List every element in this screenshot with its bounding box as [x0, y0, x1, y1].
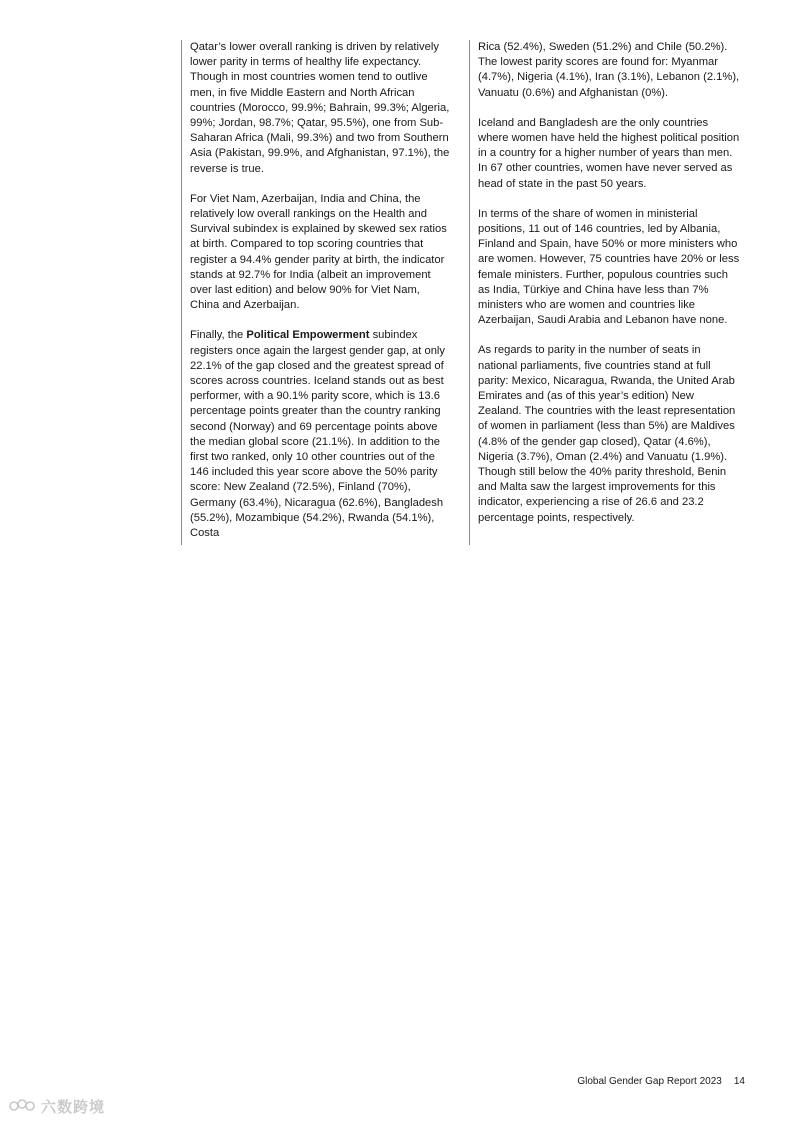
- left-text-column: [190, 40, 452, 556]
- page-number: 14: [733, 1076, 745, 1087]
- political-empowerment-body: subindex registers once again the largest gender gap, at only 22.1% of the gap closed and the greatest spread of scores across countries. Iceland stands out as best performer, with a 90.1% parity score, which is 13.6 percentage points greater than the country ranking second (Norway) and 69 percentage points above the median global score (21.1%). In addition to the first two ranked, only 10 other countries out of the 146 included this year score above the 50% parity score: New Zealand (72.5%), Finland (70%), Germany (63.4%), Nicaragua (62.6%), Bangladesh (55.2%), Mozambique (54.2%), Rwanda (54.1%), Costa: [190, 329, 445, 540]
- paragraph-parliament-seats: As regards to parity in the number of seats in national parliaments, five countries stand at full parity: Mexico, Nicaragua, Rwanda, the United Arab Emirates and (as of this year’s edition) New Zealand. The countries with the least representation of women in parliament (less than 5%) are Maldives (4.8% of the gender gap closed), Qatar (4.6%), Nigeria (3.7%), Oman (2.4%) and Vanuatu (1.9%). Though still below the 40% parity threshold, Benin and Malta saw the largest improvements for this indicator, experiencing a rise of 26.6 and 23.2 percentage points, respectively.: [478, 344, 736, 524]
- watermark-text: 六数跨境: [41, 1098, 106, 1116]
- watermark: [8, 1094, 105, 1118]
- paragraph-head-of-state: Iceland and Bangladesh are the only countries where women have held the highest political position in a country for a higher number of years than men. In 67 other countries, women have never served as head of state in the past 50 years.: [478, 116, 740, 190]
- political-empowerment-lead: Finally, the: [190, 329, 247, 342]
- right-text-column: [478, 40, 740, 541]
- left-column-rule: [181, 40, 182, 545]
- watermark-logo-icon: [8, 1097, 36, 1115]
- paragraph-healthy-life-expectancy: Qatar’s lower overall ranking is driven by relatively lower parity in terms of healthy life expectancy. Though in most countries women tend to outlive men, in five Middle Eastern and North African countries (Morocco, 99.9%; Bahrain, 99.3%; Algeria, 99%; Jordan, 98.7%; Qatar, 95.5%), one from Sub-Saharan Africa (Mali, 99.3%) and two from Southern Asia (Pakistan, 99.9%, and Afghanistan, 97.1%), the reverse is true.: [190, 41, 450, 175]
- center-column-rule: [469, 40, 470, 545]
- paragraph-political-empowerment: [190, 328, 452, 541]
- page-footer: [577, 1076, 745, 1088]
- paragraph-lowest-parity-scores: Rica (52.4%), Sweden (51.2%) and Chile (50.2%). The lowest parity scores are found for: Myanmar (4.7%), Nigeria (4.1%), Iran (3.1%), Lebanon (2.1%), Vanuatu (0.6%) and Afghanistan (0%).: [478, 41, 740, 99]
- paragraph-sex-ratio-at-birth: For Viet Nam, Azerbaijan, India and China, the relatively low overall rankings on the Health and Survival subindex is explained by skewed sex ratios at birth. Compared to top scoring countries that register a 94.4% gender parity at birth, the indicator stands at 92.7% for India (albeit an improvement over last edition) and below 90% for Viet Nam, China and Azerbaijan.: [190, 192, 447, 312]
- political-empowerment-term: Political Empowerment: [246, 329, 370, 342]
- footer-report-title: Global Gender Gap Report 2023: [577, 1076, 722, 1087]
- paragraph-ministerial-positions: In terms of the share of women in ministerial positions, 11 out of 146 countries, led by Albania, Finland and Spain, have 50% or more ministers who are women. However, 75 countries have 20% or less female ministers. Further, populous countries such as India, Türkiye and China have less than 7% ministers who are women and countries like Azerbaijan, Saudi Arabia and Lebanon have none.: [478, 207, 740, 327]
